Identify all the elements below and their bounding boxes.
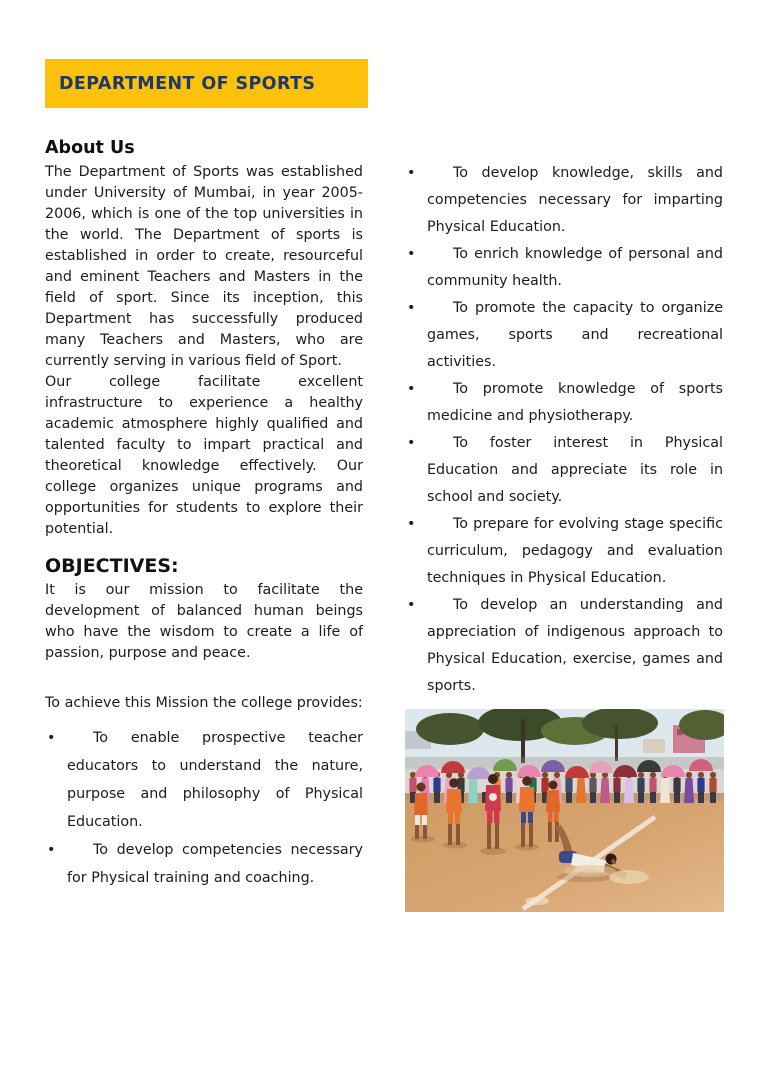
objectives-lead: To achieve this Mission the college provides: — [45, 695, 363, 711]
list-item — [405, 592, 723, 700]
bullet-text: To prepare for evolving stage specific curriculum, pedagogy and evaluation techniques in Physical Education. — [427, 516, 723, 586]
banner-title: DEPARTMENT OF SPORTS — [59, 73, 316, 94]
objectives-list-left — [45, 724, 363, 892]
right-column — [405, 160, 723, 912]
about-paragraph-2: Our college facilitate excellent infrastructure to experience a healthy academic atmosphere highly qualified and talented faculty to impart practical and theoretical knowledge effectively. Our college organizes unique programs and opportunities for students to explore their potential. — [45, 374, 363, 537]
bullet-icon: • — [47, 730, 56, 746]
list-item — [405, 511, 723, 592]
bullet-text: To develop competencies necessary for Physical training and coaching. — [67, 842, 363, 886]
list-item — [405, 376, 723, 430]
left-column — [45, 138, 363, 892]
bullet-text: To enable prospective teacher educators to understand the nature, purpose and philosophy of Physical Education. — [67, 730, 363, 830]
about-paragraph-1: The Department of Sports was established under University of Mumbai, in year 2005-2006, which is one of the top universities in the world. The Department of sports is established in order to create, resourceful and eminent Teachers and Masters in the field of sport. Since its inception, this Department has successfully produced many Teachers and Masters, who are currently serving in various field of Sport. — [45, 164, 363, 369]
bullet-text: To foster interest in Physical Education and appreciate its role in school and society. — [427, 435, 723, 505]
bullet-icon: • — [407, 246, 416, 262]
list-item — [405, 430, 723, 511]
bullet-icon: • — [407, 597, 416, 613]
department-banner — [45, 59, 368, 108]
list-item — [45, 836, 363, 892]
list-item — [405, 295, 723, 376]
objectives-list-right — [405, 160, 723, 700]
bullet-text: To develop knowledge, skills and competencies necessary for imparting Physical Education. — [427, 165, 723, 235]
list-item — [405, 241, 723, 295]
bullet-text: To promote knowledge of sports medicine and physiotherapy. — [427, 381, 723, 424]
bullet-text: To develop an understanding and appreciation of indigenous approach to Physical Education, exercise, games and sports. — [427, 597, 723, 694]
kabaddi-match-photo — [405, 709, 724, 912]
objectives-heading: OBJECTIVES: — [45, 555, 179, 577]
bullet-text: To enrich knowledge of personal and community health. — [427, 246, 723, 289]
list-item — [45, 724, 363, 836]
bullet-icon: • — [47, 842, 56, 858]
bullet-icon: • — [407, 165, 416, 181]
bullet-icon: • — [407, 516, 416, 532]
bullet-text: To promote the capacity to organize games, sports and recreational activities. — [427, 300, 723, 370]
bullet-icon: • — [407, 435, 416, 451]
bullet-icon: • — [407, 300, 416, 316]
bullet-icon: • — [407, 381, 416, 397]
about-us-heading: About Us — [45, 138, 135, 158]
list-item — [405, 160, 723, 241]
objectives-intro: It is our mission to facilitate the development of balanced human beings who have the wisdom to create a life of passion, purpose and peace. — [45, 582, 363, 661]
